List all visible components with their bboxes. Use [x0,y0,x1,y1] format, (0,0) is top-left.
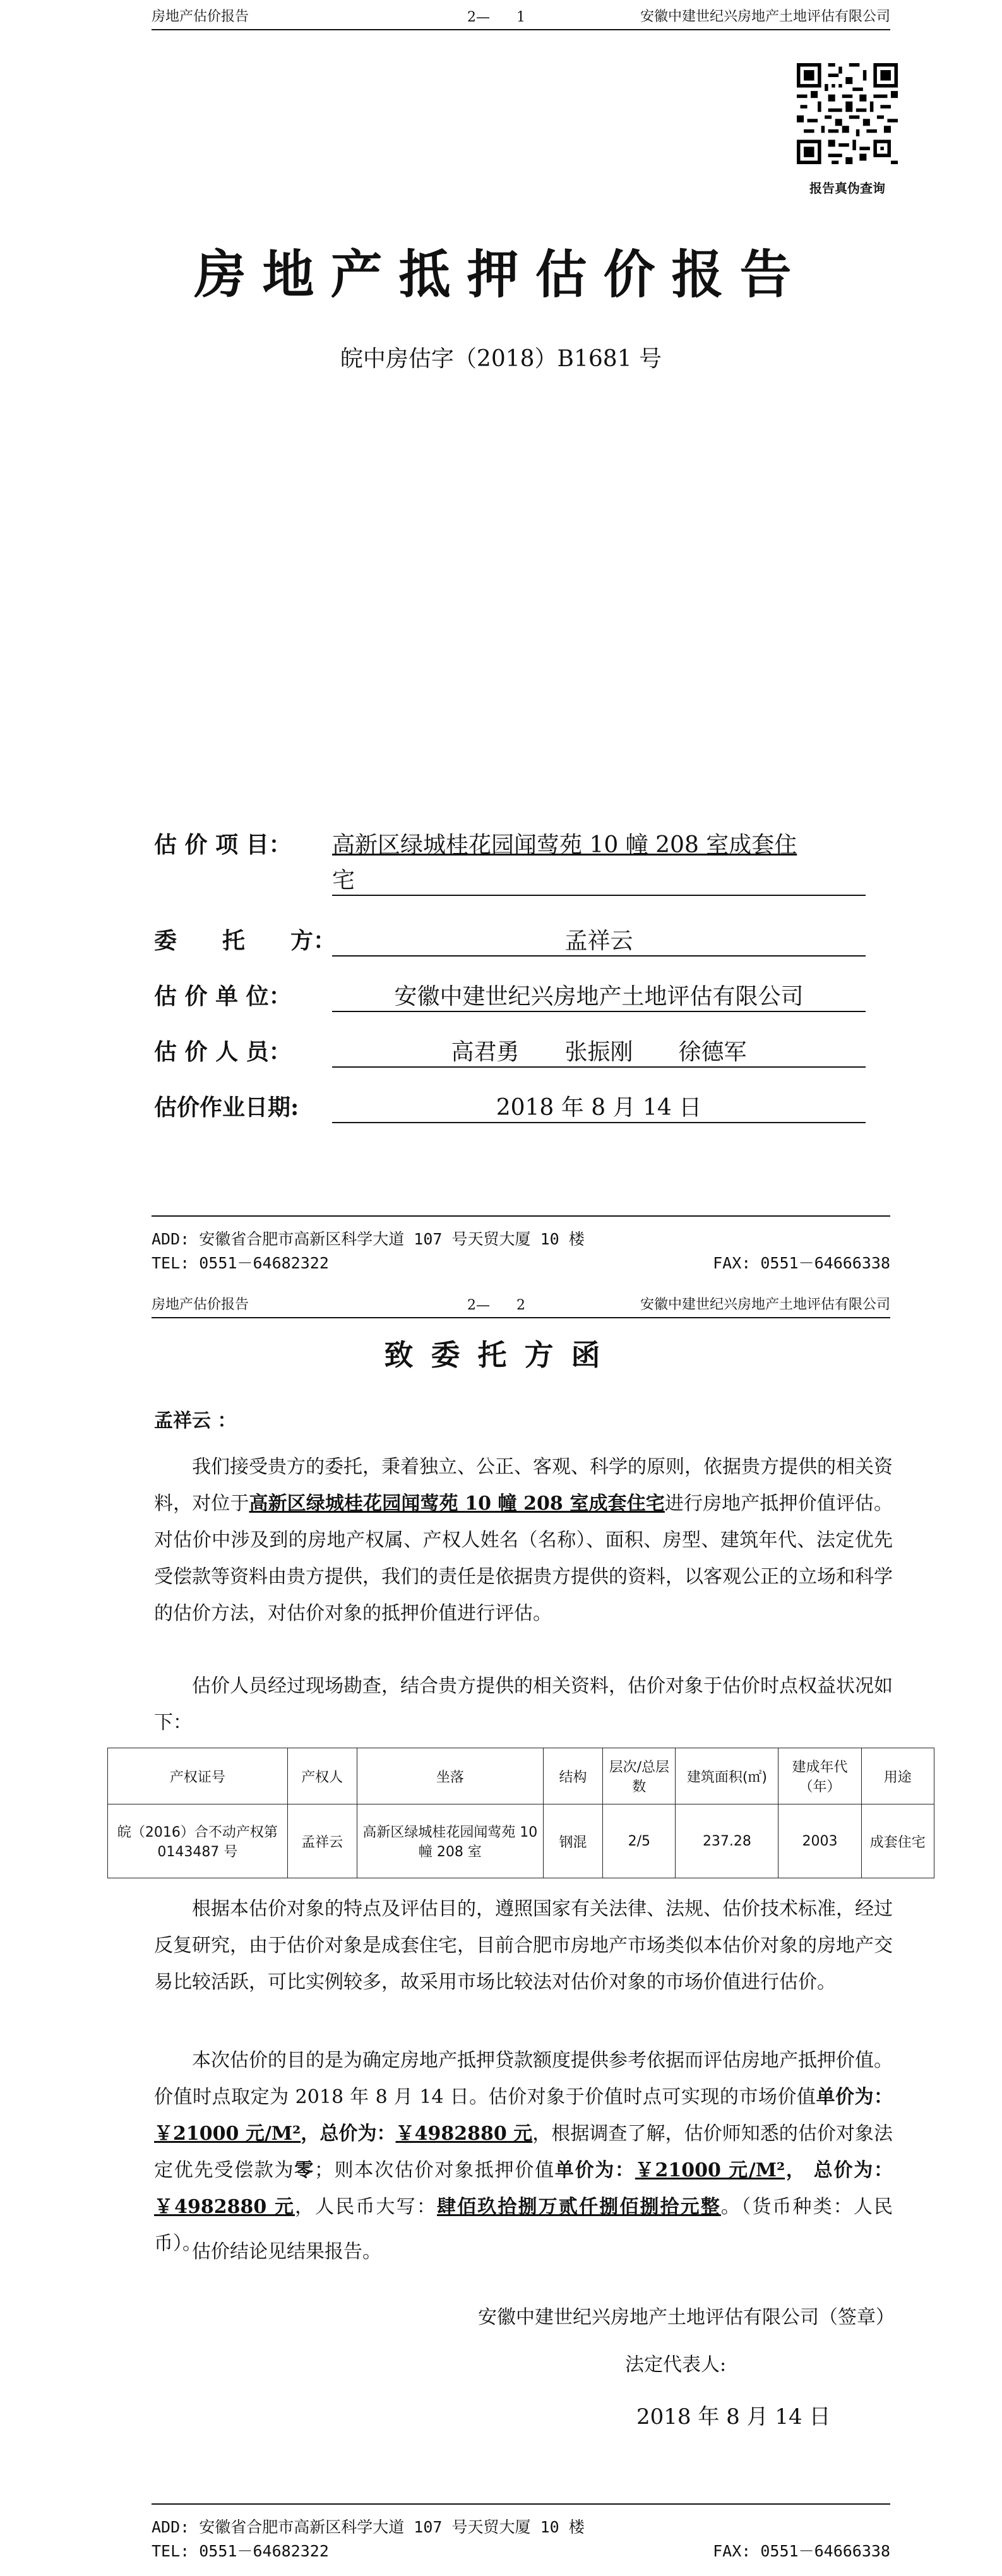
mortgage-unit-price-underlined: ￥21000 元/M² [635,2159,785,2181]
footer-fax: FAX: 0551－64666338 [713,1254,890,1272]
amount-in-words-underlined: 肆佰玖拾捌万贰仟捌佰捌拾元整 [436,2196,721,2218]
footer-tel: TEL: 0551－64682322 [152,1254,329,1272]
table-header-cell: 结构 [543,1748,602,1804]
header-page-number: 2— 2 [467,1297,525,1313]
header-page-number: 2— 1 [467,9,525,25]
table-header-cell: 产权人 [287,1748,357,1804]
table-header-cell: 建成年代（年） [778,1748,861,1804]
table-header-cell: 用途 [861,1748,934,1804]
table-cell: 高新区绿城桂花园闻莺苑 10 幢 208 室 [357,1804,543,1878]
text-run-bold: ，总价为： [301,2123,396,2145]
page-footer [152,2503,890,2560]
info-label: 估 价 人 员： [154,1039,292,1065]
page-footer [152,1215,890,1272]
letter-title: 致委托方函 [384,1338,618,1372]
table-cell: 孟祥云 [287,1804,357,1878]
text-run-bold: 零 [294,2159,314,2181]
table-header-cell: 层次/总层数 [603,1748,676,1804]
header-left: 房地产估价报告 [152,9,249,25]
table-cell: 成套住宅 [861,1804,934,1878]
text-run-bold: 单价为： [554,2159,635,2181]
running-header [152,5,890,30]
signature-organization: 安徽中建世纪兴房地产土地评估有限公司（签章） [478,2306,895,2329]
info-label: 估价作业日期: [154,1094,299,1121]
info-label: 委 托 方： [154,927,337,954]
signature-representative: 法定代表人: [625,2354,727,2376]
header-left: 房地产估价报告 [152,1297,249,1313]
table-cell: 2/5 [603,1804,676,1878]
info-value-appraisers: 高君勇 张振刚 徐德军 [332,1034,866,1068]
text-run-bold: ， 总价为： [785,2159,893,2181]
letter-paragraph-5: 估价结论见结果报告。 [192,2241,381,2263]
info-label: 估 价 单 位： [154,983,292,1010]
unit-price-underlined: ￥21000 元/M² [154,2123,301,2145]
table-cell: 钢混 [543,1804,602,1878]
info-value-project-line2: 宅 [332,862,866,896]
letter-salutation: 孟祥云 ： [154,1410,237,1432]
signature-date: 2018 年 8 月 14 日 [636,2404,831,2430]
header-right: 安徽中建世纪兴房地产土地评估有限公司 [640,1297,890,1313]
table-header-cell: 产权证号 [108,1748,288,1804]
header-right: 安徽中建世纪兴房地产土地评估有限公司 [640,9,890,25]
running-header [152,1293,890,1318]
letter-paragraph-1 [154,1449,893,1632]
text-run: ，根据调查了解，估价师知悉的估价对象法定优先受偿款为 [154,2123,893,2181]
table-header-cell: 坐落 [357,1748,543,1804]
info-value-company: 安徽中建世纪兴房地产土地评估有限公司 [332,979,866,1012]
report-number: 皖中房估字（2018）B1681 号 [340,346,662,372]
info-value-date: 2018 年 8 月 14 日 [332,1090,866,1123]
letter-paragraph-3: 根据本估价对象的特点及评估目的，遵照国家有关法律、法规、估价技术标准，经过反复研究，由于估价对象是成套住宅，目前合肥市房地产市场类似本估价对象的房地产交易比较活跃，可比实例较多，故采用市场比较法对估价对象的市场价值进行估价。 [154,1898,893,1993]
property-rights-table [107,1748,934,1878]
footer-fax: FAX: 0551－64666338 [713,2542,890,2560]
footer-tel: TEL: 0551－64682322 [152,2542,329,2560]
text-run: ，人民币大写： [294,2196,437,2218]
table-row [108,1804,934,1878]
text-run: 。（货币种类：人民币）。 [154,2196,893,2255]
property-address-underlined: 高新区绿城桂花园闻莺苑 10 幢 208 室成套住宅 [249,1493,665,1515]
table-cell: 237.28 [676,1804,778,1878]
text-run-bold: 单价为： [816,2086,893,2108]
table-header-row [108,1748,934,1804]
qr-caption: 报告真伪查询 [809,181,885,196]
footer-address: ADD: 安徽省合肥市高新区科学大道 107 号天贸大厦 10 楼 [152,1230,585,1248]
info-value-project-line1: 高新区绿城桂花园闻莺苑 10 幢 208 室成套住 [332,832,797,858]
table-cell: 皖（2016）合不动产权第 0143487 号 [108,1804,288,1878]
letter-paragraph-2: 估价人员经过现场勘查，结合贵方提供的相关资料，估价对象于估价时点权益状况如下： [154,1675,893,1734]
text-run: 我们接受贵方的委托，秉着独立、公正、客观、科学的原则，依据贵方提供的相关资料，对位于 [154,1456,893,1515]
table-cell: 2003 [778,1804,861,1878]
mortgage-total-price-underlined: ￥4982880 元 [154,2196,295,2218]
qr-code-icon[interactable] [797,63,898,164]
info-value-client: 孟祥云 [332,923,866,957]
letter-page [0,1288,1002,2576]
total-price-underlined: ￥4982880 元 [395,2123,533,2145]
table-header-cell: 建筑面积(㎡) [676,1748,778,1804]
footer-address: ADD: 安徽省合肥市高新区科学大道 107 号天贸大厦 10 楼 [152,2518,585,2536]
text-run: ；则本次估价对象抵押价值 [314,2159,555,2181]
text-run: 本次估价的目的是为确定房地产抵押贷款额度提供参考依据而评估房地产抵押价值。价值时点取定为 2018 年 8 月 14 日。估价对象于价值时点可实现的市场价值 [154,2049,893,2108]
info-label: 估 价 项 目： [154,832,292,858]
letter-paragraph-4 [154,2042,893,2262]
text-run: 进行房地产抵押价值评估。对估价中涉及到的房地产权属、产权人姓名（名称）、面积、房型、建筑年代、法定优先受偿款等资料由贵方提供，我们的责任是依据贵方提供的资料，以客观公正的立场和科学的估价方法，对估价对象的抵押价值进行评估。 [154,1493,893,1625]
report-title: 房地产抵押估价报告 [194,244,808,305]
